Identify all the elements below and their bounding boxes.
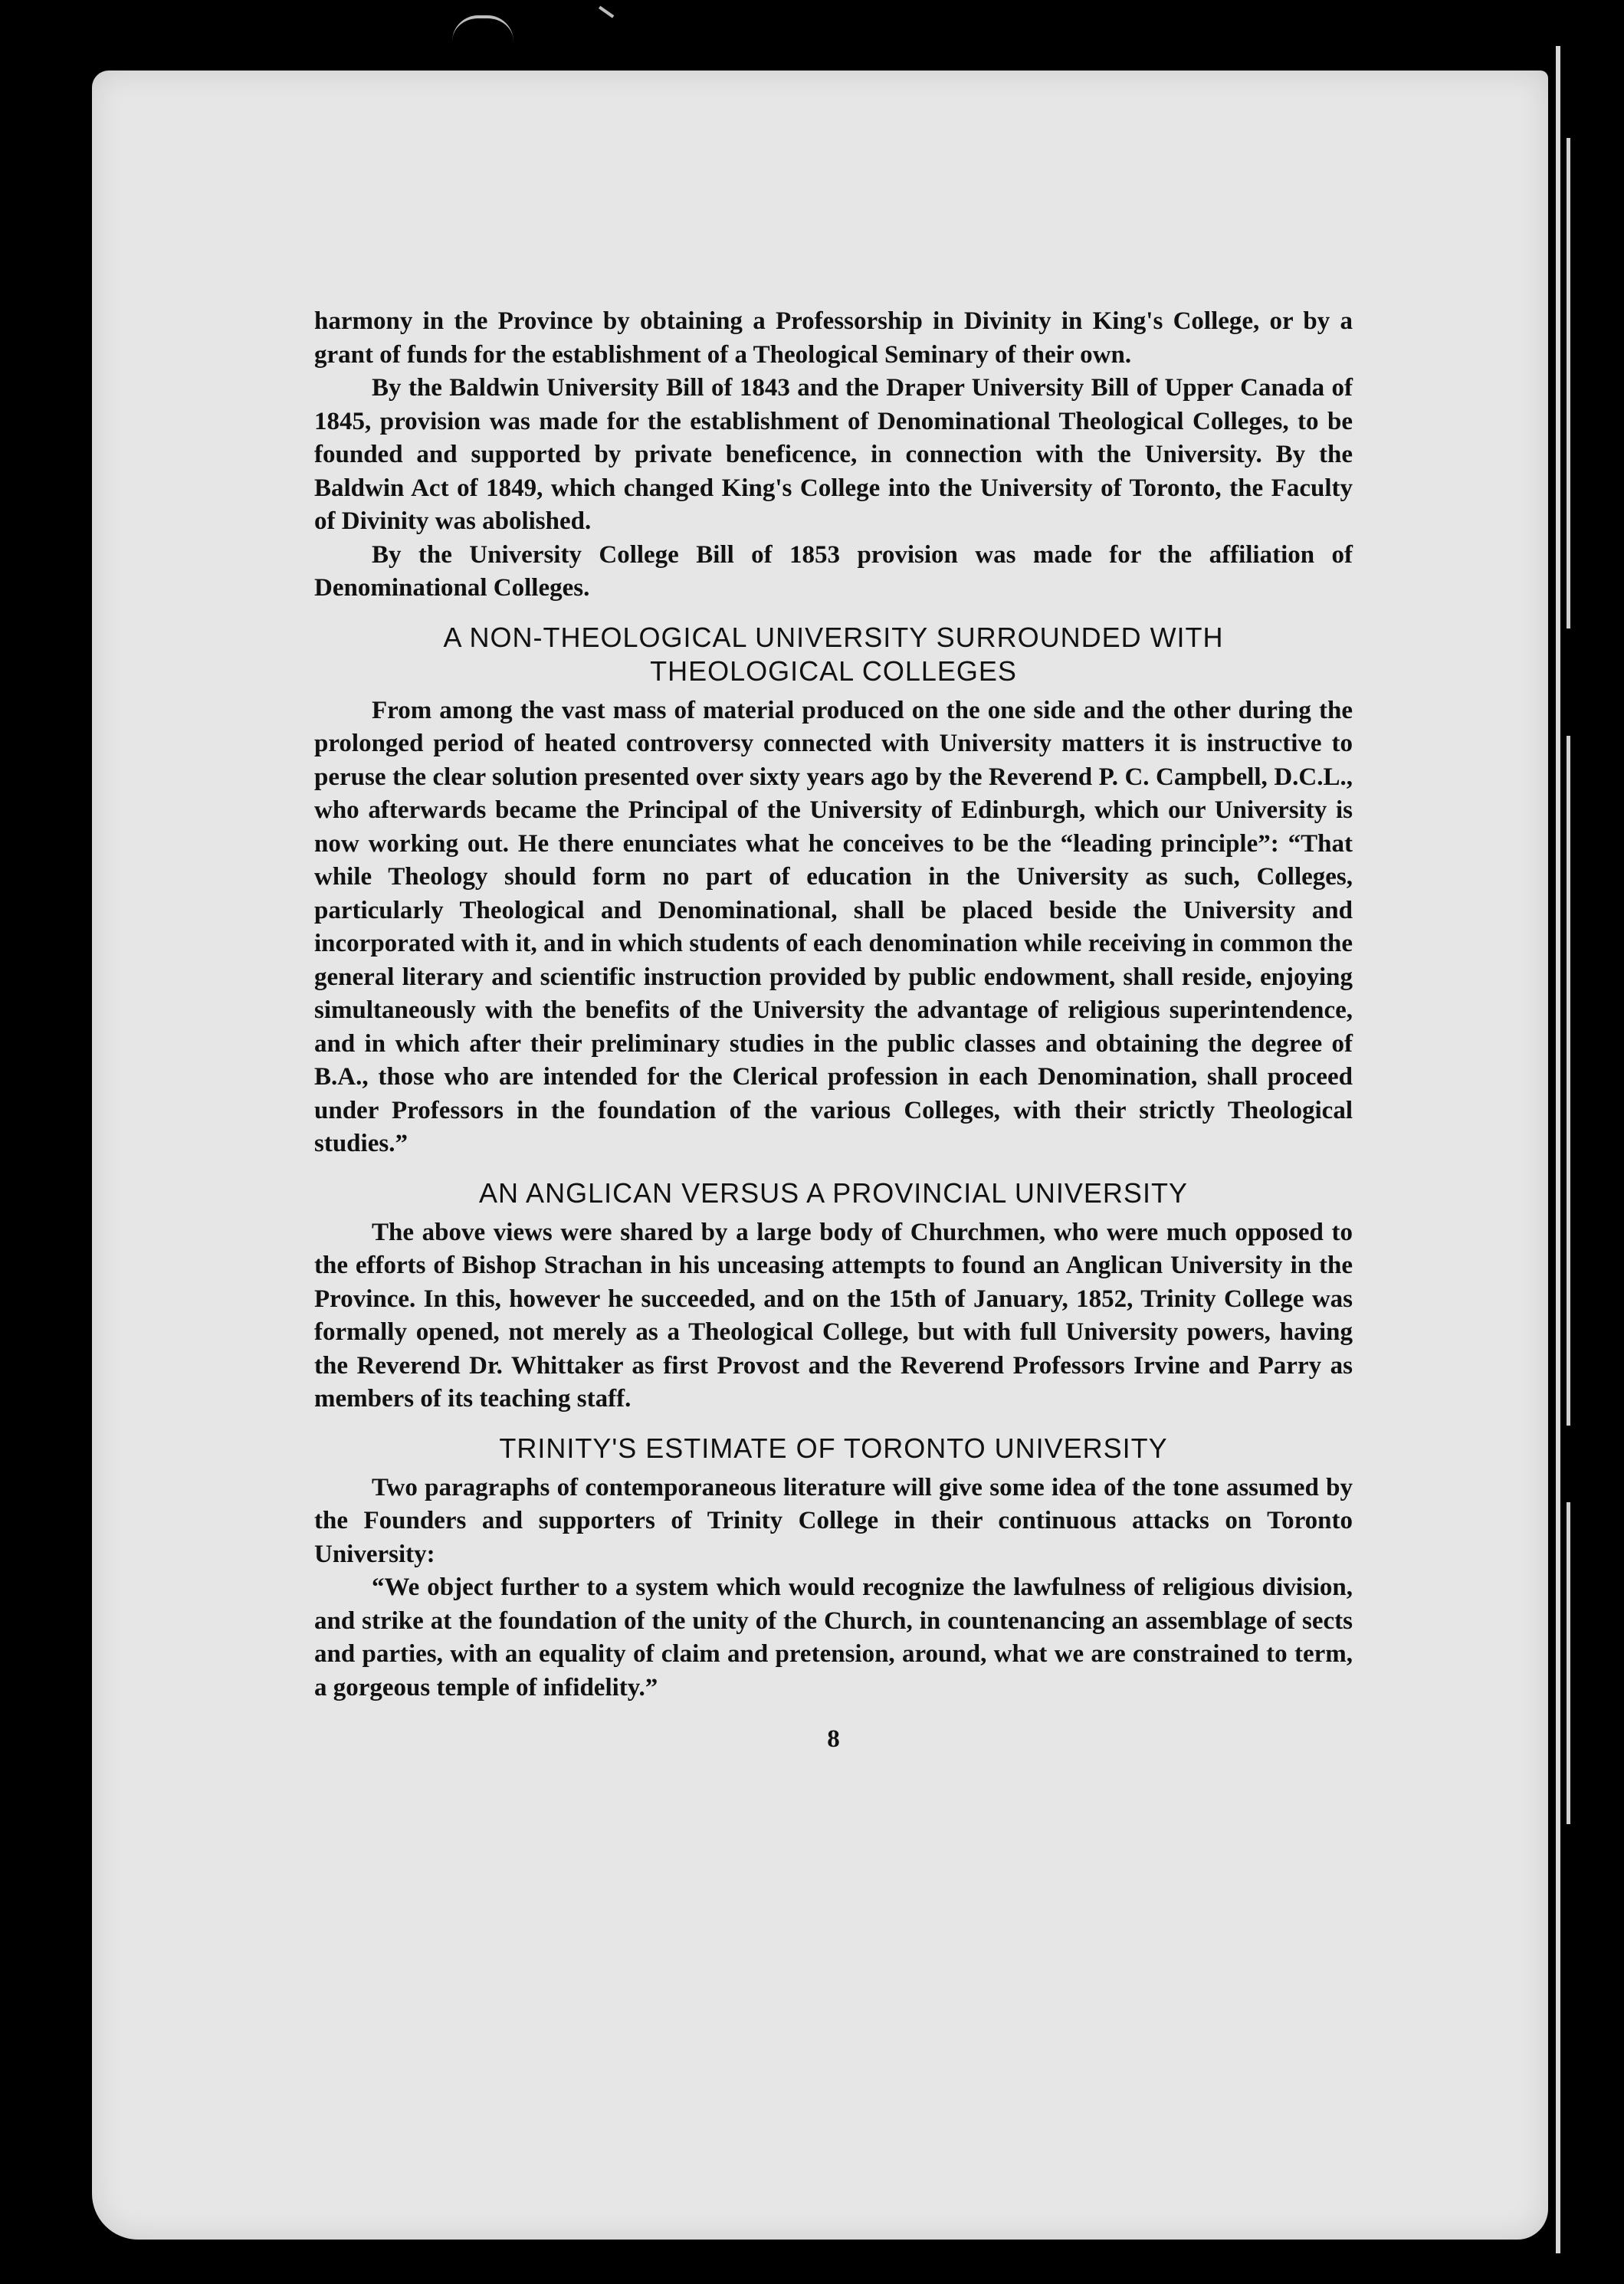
paragraph: Two paragraphs of contemporaneous literature will give some idea of the tone assumed by the Founders and supporters of Trinity College in their continuous attacks on Toronto University: [314, 1473, 1353, 1568]
edge-line [1567, 1502, 1570, 1824]
edge-line [1567, 736, 1570, 1426]
block-quote: “We object further to a system which would recognize the lawfulness of religious division, and strike at the foundation of the unity of the Church, in countenancing an assemblage of sects and parties, with an equality of claim and pretension, around, what we are constrained to term, a gorgeous temple of infidelity.” [314, 1574, 1353, 1702]
paragraph: From among the vast mass of material produced on the one side and the other during the prolonged period of heated controversy connected with University matters it is instructive to peruse the clear solution presented over sixty years ago by the Reverend P. C. Campbell, D.C.L., who afterwards became the Principal of the University of Edinburgh, which our University is now working out. He there enunciates what he conceives to be the “leading principle”: “That while Theology should form no part of education in the University as such, Colleges, particularly Theological and Denominational, shall be placed beside the University and incorporated with it, and in which students of each denomination while receiving in common the general literary and scientific instruction provided by public endowment, shall reside, enjoying simultaneously with the benefits of the University the advantage of religious superintendence, and in which after their preliminary studies in the public classes and obtaining the degree of B.A., those who are intended for the Clerical profession in each Denomination, shall proceed under Professors in the foundation of the various Colleges, with their strictly Theological studies.” [314, 696, 1353, 1157]
section-heading [314, 621, 1353, 688]
heading-line: THEOLOGICAL COLLEGES [650, 655, 1017, 687]
section-heading: AN ANGLICAN VERSUS A PROVINCIAL UNIVERSITY [479, 1176, 1188, 1209]
heading-line: A NON-THEOLOGICAL UNIVERSITY SURROUNDED WITH [443, 621, 1224, 653]
document-text [314, 305, 1353, 1757]
section-heading: TRINITY'S ESTIMATE OF TORONTO UNIVERSITY [499, 1432, 1168, 1464]
paragraph: By the Baldwin University Bill of 1843 and the Draper University Bill of Upper Canada of 1845, provision was made for the establishment of Denominational Theological Colleges, to be founded and supported by private beneficence, in connection with the University. By the Baldwin Act of 1849, which changed King's College into the University of Toronto, the Faculty of Divinity was abolished. [314, 374, 1353, 535]
scan-artifact-mark [452, 15, 513, 41]
paragraph: The above views were shared by a large body of Churchmen, who were much opposed to the efforts of Bishop Strachan in his unceasing attempts to found an Anglican University in the Province. In this, however he succeeded, and on the 15th of January, 1852, Trinity College was formally opened, not merely as a Theological College, but with full University powers, having the Reverend Dr. Whittaker as first Provost and the Reverend Professors Irvine and Parry as members of its teaching staff. [314, 1218, 1353, 1413]
paragraph: By the University College Bill of 1853 provision was made for the affiliation of Denominational Colleges. [314, 540, 1353, 602]
edge-line [1567, 138, 1570, 628]
scan-artifact-tick [591, 6, 615, 30]
adjacent-page-edge [1556, 46, 1591, 2253]
paragraph: harmony in the Province by obtaining a Professorship in Divinity in King's College, or by a grant of funds for the establishment of a Theological Seminary of their own. [314, 307, 1353, 369]
page-number: 8 [827, 1725, 840, 1753]
